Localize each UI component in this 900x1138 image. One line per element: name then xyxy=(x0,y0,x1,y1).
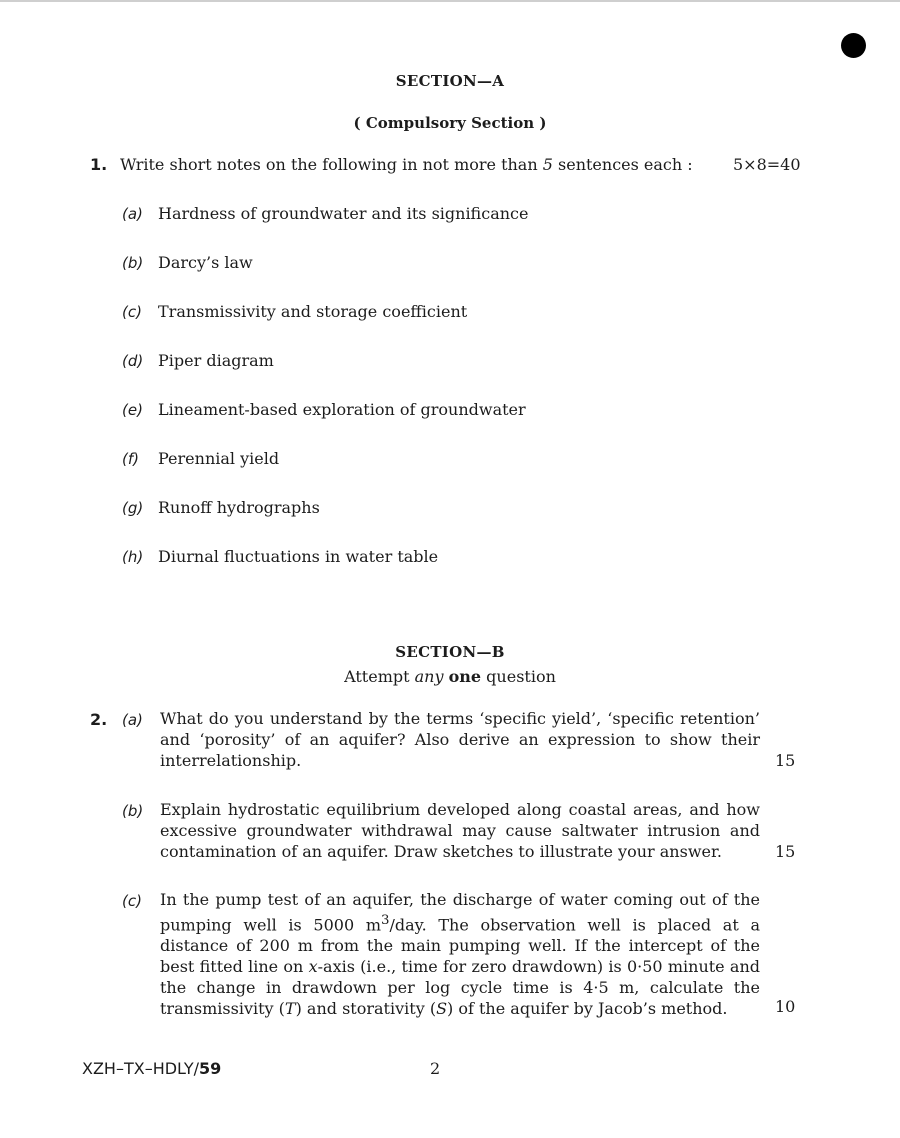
item-b-label: (b) xyxy=(122,254,144,272)
item-e-label: (e) xyxy=(122,401,143,419)
item-c-text: Transmissivity and storage coefficient xyxy=(158,302,468,321)
item-a-text: Hardness of groundwater and its significance xyxy=(158,204,529,223)
part-a-label: (a) xyxy=(122,711,143,729)
section-a-subtitle: ( Compulsory Section ) xyxy=(353,114,547,132)
item-f-text: Perennial yield xyxy=(158,449,280,468)
part-b-marks: 15 xyxy=(775,842,796,861)
question-1-marks: 5×8=40 xyxy=(733,155,801,174)
section-b-instruction: Attempt any one question xyxy=(344,667,556,686)
part-a-text: What do you understand by the terms ‘specific yield’, ‘specific retention’ and ‘porosity’ of an aquifer? Also derive an expression to show their interrelationship. xyxy=(160,709,760,770)
item-b-text: Darcy’s law xyxy=(158,253,253,272)
part-c-label: (c) xyxy=(122,892,142,910)
question-1-number: 1. xyxy=(90,155,108,174)
item-e-text: Lineament-based exploration of groundwater xyxy=(158,400,526,419)
top-edge-line xyxy=(0,0,900,2)
part-a-marks: 15 xyxy=(775,751,796,770)
paper-code: XZH–TX–HDLY/59 xyxy=(82,1059,222,1078)
question-1-text: Write short notes on the following in not more than 5 sentences each : xyxy=(120,155,693,174)
part-b-label: (b) xyxy=(122,802,144,820)
item-g-text: Runoff hydrographs xyxy=(158,498,320,517)
section-a-title: SECTION—A xyxy=(395,72,505,90)
item-g-label: (g) xyxy=(122,499,144,517)
item-a-label: (a) xyxy=(122,205,143,223)
item-d-text: Piper diagram xyxy=(158,351,274,370)
section-b-title: SECTION—B xyxy=(395,643,505,661)
item-c-label: (c) xyxy=(122,303,142,321)
part-c-text: In the pump test of an aquifer, the discharge of water coming out of the pumping well is 5000 $m^3$/day. The observation well is placed at a distance of 200 m from the main pumping well. If the intercept of the best fitted line on x-axis (i.e., time for zero drawdown) is 0·50 minute and the change in drawdown per log cycle time is 4·5 m, calculate the transmissivity (T) and storativity (S) of the aquifer by Jacob’s method. xyxy=(160,890,760,1019)
item-d-label: (d) xyxy=(122,352,144,370)
item-h-label: (h) xyxy=(122,548,144,566)
page-number: 2 xyxy=(430,1059,441,1078)
item-f-label: (f) xyxy=(122,450,139,468)
part-b-text: Explain hydrostatic equilibrium developed along coastal areas, and how excessive groundwater withdrawal may cause saltwater intrusion and contamination of an aquifer. Draw sketches to illustrate your answer. xyxy=(160,800,760,861)
item-h-text: Diurnal fluctuations in water table xyxy=(158,547,439,566)
part-c-marks: 10 xyxy=(775,997,796,1016)
question-2-number: 2. xyxy=(90,710,108,729)
page-marker-dot xyxy=(841,33,866,58)
